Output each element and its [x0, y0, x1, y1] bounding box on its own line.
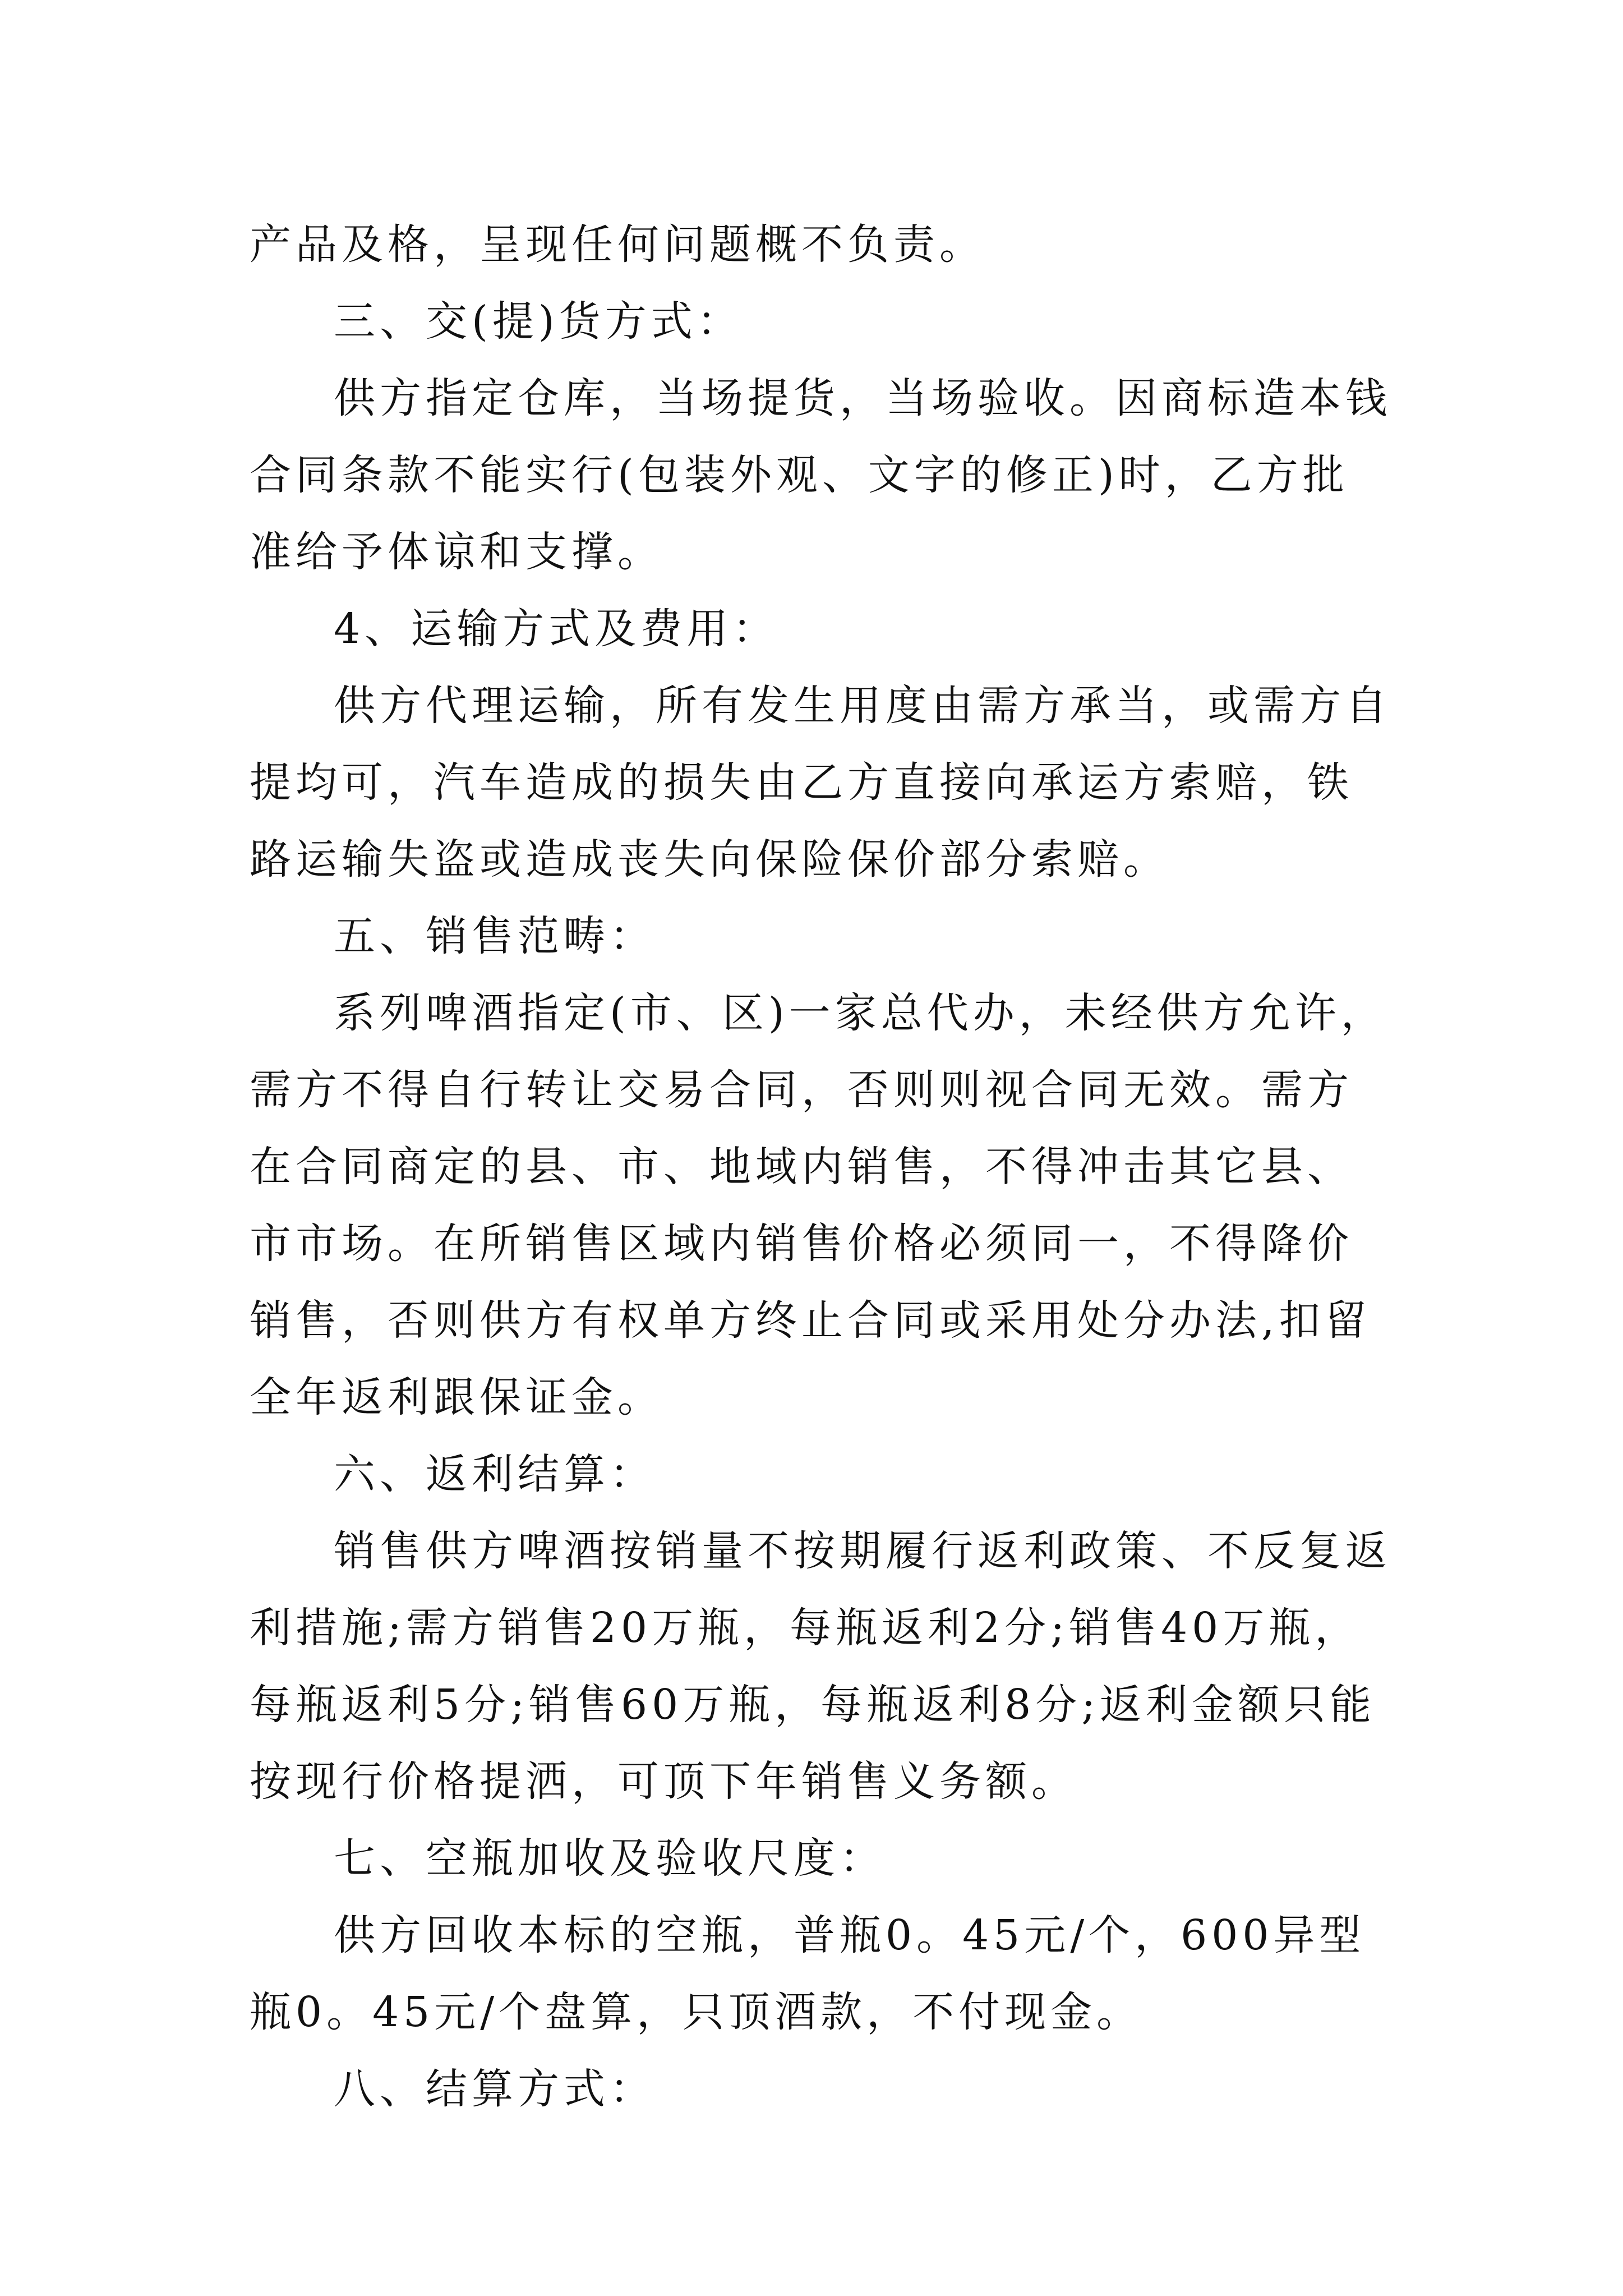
paragraph-continuation: 产品及格，呈现任何问题概不负责。	[250, 220, 985, 269]
section-heading-empty-bottles: 七、空瓶加收及验收尺度：	[334, 1834, 886, 1883]
section-heading-rebate: 六、返利结算：	[334, 1450, 656, 1498]
document-body	[250, 206, 1394, 2128]
paragraph-sales-scope: 系列啤酒指定(市、区)一家总代办，未经供方允许，需方不得自行转让交易合同，否则则视合同无效。需方在合同商定的县、市、地域内销售，不得冲击其它县、市市场。在所销售区域内销售价格必须同一，不得降价销售，否则供方有权单方终止合同或采用处分办法,扣留全年返利跟保证金。	[250, 989, 1387, 1421]
paragraph-transport: 供方代理运输，所有发生用度由需方承当，或需方自提均可，汽车造成的损失由乙方直接向承运方索赔，铁路运输失盗或造成丧失向保险保价部分索赔。	[250, 682, 1391, 884]
section-heading-settlement: 八、结算方式：	[334, 2065, 656, 2113]
paragraph-delivery: 供方指定仓库，当场提货，当场验收。因商标造本钱合同条款不能实行(包装外观、文字的修正)时，乙方批准给予体谅和支撑。	[250, 374, 1391, 576]
paragraph-rebate: 销售供方啤酒按销量不按期履行返利政策、不反复返利措施;需方销售20万瓶，每瓶返利2分;销售40万瓶，每瓶返利5分;销售60万瓶，每瓶返利8分;返利金额只能按现行价格提洒，可顶下年销售义务额。	[250, 1527, 1391, 1806]
paragraph-empty-bottles: 供方回收本标的空瓶，普瓶0。45元/个，600异型瓶0。45元/个盘算，只顶酒款，不付现金。	[250, 1911, 1366, 2036]
section-heading-delivery: 三、交(提)货方式：	[334, 297, 743, 346]
section-heading-transport: 4、运输方式及费用：	[334, 605, 779, 653]
section-heading-sales-scope: 五、销售范畴：	[334, 912, 656, 960]
